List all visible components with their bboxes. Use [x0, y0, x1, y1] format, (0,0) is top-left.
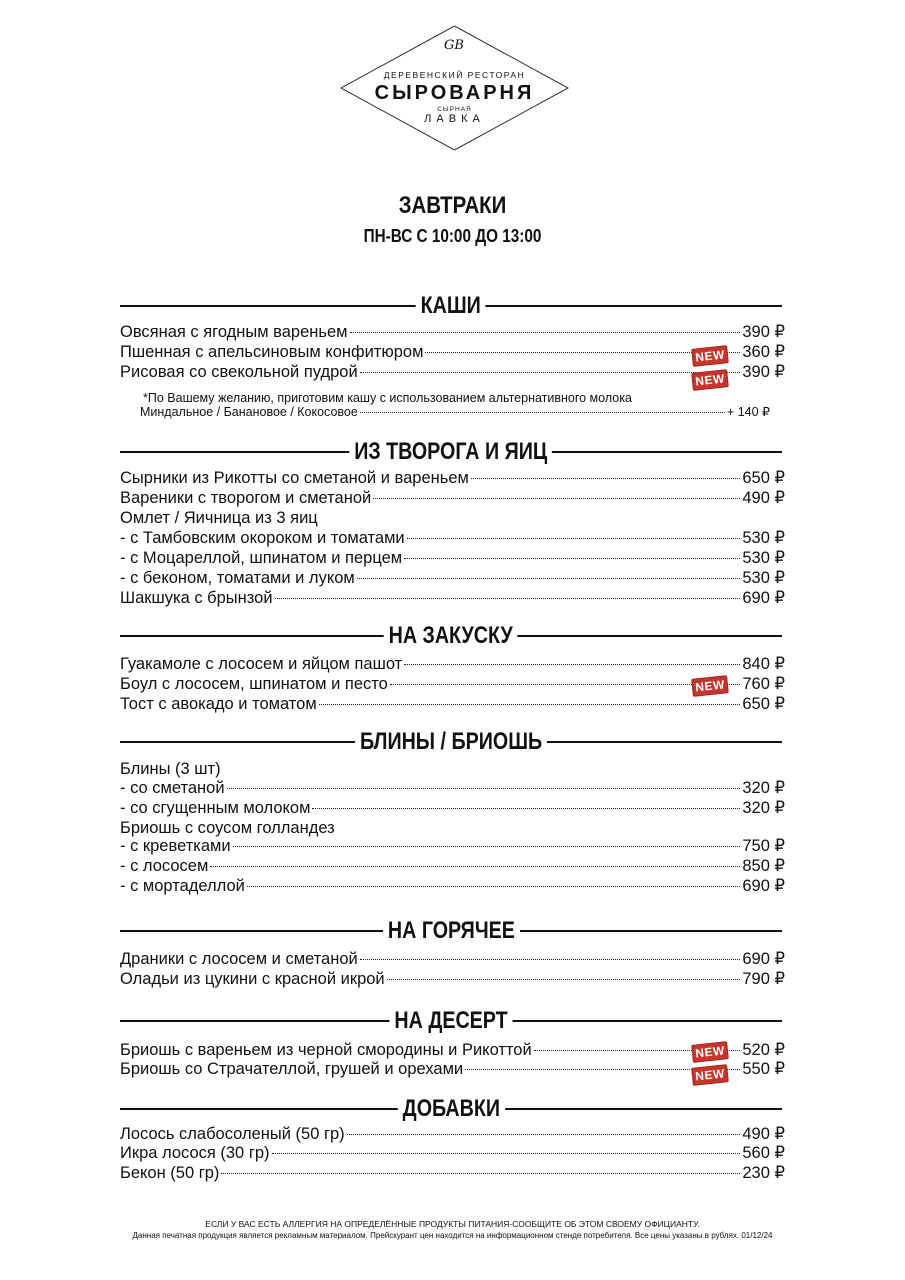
menu-item: Боул с лососем, шпинатом и песто 760 ₽ — [120, 675, 785, 693]
logo-monogram: GB — [444, 38, 464, 53]
note-options: Миндальное / Банановое / Кокосовое — [140, 405, 358, 419]
menu-subheading: Омлет / Яичница из 3 яиц — [120, 509, 318, 527]
new-badge: NEW — [691, 345, 729, 367]
section-title: НА ДЕСЕРТ — [389, 1008, 512, 1034]
menu-title: ЗАВТРАКИ — [398, 192, 507, 219]
section-dobavki-heading — [120, 1096, 782, 1126]
menu-item: - с Тамбовским окороком и томатами 530 ₽ — [120, 529, 785, 547]
menu-item: Бриошь со Страчателлой, грушей и орехами 550 ₽ — [120, 1060, 785, 1078]
section-tvorog-heading — [120, 439, 782, 469]
menu-item: Вареники с творогом и сметаной 490 ₽ — [120, 489, 785, 507]
logo-lavka: ЛАВКА — [424, 113, 485, 125]
menu-item: Бекон (50 гр) 230 ₽ — [120, 1164, 785, 1182]
legal-notice: Данная печатная продукция является рекламным материалом. Прейскурант цен находится на информационном стенде потребителя. Все цены указаны в рублях. 01/12/24 — [132, 1231, 773, 1240]
menu-item: Бриошь с вареньем из черной смородины и Рикоттой 520 ₽ — [120, 1041, 785, 1059]
section-bliny-heading — [120, 729, 782, 759]
menu-item: Икра лосося (30 гр) 560 ₽ — [120, 1144, 785, 1162]
menu-item: Шакшука с брынзой 690 ₽ — [120, 589, 785, 607]
section-kashi-heading — [120, 293, 782, 323]
new-badge: NEW — [691, 369, 729, 391]
new-badge: NEW — [691, 1064, 729, 1086]
logo-subtitle: ДЕРЕВЕНСКИЙ РЕСТОРАН — [383, 70, 526, 80]
section-title: ДОБАВКИ — [397, 1096, 504, 1122]
note-price: + 140 ₽ — [726, 405, 770, 419]
section-zakuska-heading — [120, 623, 782, 653]
section-title: ИЗ ТВОРОГА И ЯИЦ — [350, 439, 553, 465]
menu-item: - с креветками 750 ₽ — [120, 837, 785, 855]
menu-item: - с Моцареллой, шпинатом и перцем 530 ₽ — [120, 549, 785, 567]
menu-item: - с мортаделлой 690 ₽ — [120, 877, 785, 895]
section-title: НА ЗАКУСКУ — [384, 623, 518, 649]
section-desert-heading — [120, 1008, 782, 1038]
restaurant-logo — [339, 24, 570, 152]
logo-name: СЫРОВАРНЯ — [374, 82, 535, 104]
menu-item: Лосось слабосоленый (50 гр) 490 ₽ — [120, 1125, 785, 1143]
menu-item: Рисовая со свекольной пудрой 390 ₽ — [120, 363, 785, 381]
menu-item: Овсяная с ягодным вареньем 390 ₽ — [120, 323, 785, 341]
menu-item: Драники с лососем и сметаной 690 ₽ — [120, 950, 785, 968]
menu-item: Сырники из Рикотты со сметаной и вареньем 650 ₽ — [120, 469, 785, 487]
menu-item: Гуакамоле с лососем и яйцом пашот 840 ₽ — [120, 655, 785, 673]
section-title: КАШИ — [416, 293, 486, 319]
allergy-notice: ЕСЛИ У ВАС ЕСТЬ АЛЛЕРГИЯ НА ОПРЕДЕЛЁННЫЕ ПРОДУКТЫ ПИТАНИЯ-СООБЩИТЕ ОБ ЭТОМ СВОЕМУ ОФИЦИАНТУ. — [205, 1219, 700, 1229]
new-badge: NEW — [691, 675, 729, 697]
section-goryachee-heading — [120, 918, 782, 948]
section-title: НА ГОРЯЧЕЕ — [383, 918, 520, 944]
note-text: *По Вашему желанию, приготовим кашу с использованием альтернативного молока — [143, 391, 632, 405]
section-title: БЛИНЫ / БРИОШЬ — [355, 729, 547, 755]
menu-item: - со сметаной 320 ₽ — [120, 779, 785, 797]
menu-item: Тост с авокадо и томатом 650 ₽ — [120, 695, 785, 713]
menu-item: - со сгущенным молоком 320 ₽ — [120, 799, 785, 817]
logo-small-text: СЫРНАЯ — [437, 106, 472, 113]
menu-hours: ПН-ВС С 10:00 ДО 13:00 — [363, 226, 542, 246]
note-options-row — [140, 404, 770, 420]
menu-item: Пшенная с апельсиновым конфитюром 360 ₽ — [120, 343, 785, 361]
new-badge: NEW — [691, 1041, 729, 1063]
menu-item: - с лососем 850 ₽ — [120, 857, 785, 875]
menu-subheading: Блины (3 шт) — [120, 760, 221, 778]
menu-item: - с беконом, томатами и луком 530 ₽ — [120, 569, 785, 587]
menu-item: Оладьи из цукини с красной икрой 790 ₽ — [120, 970, 785, 988]
menu-subheading: Бриошь с соусом голландез — [120, 819, 335, 837]
